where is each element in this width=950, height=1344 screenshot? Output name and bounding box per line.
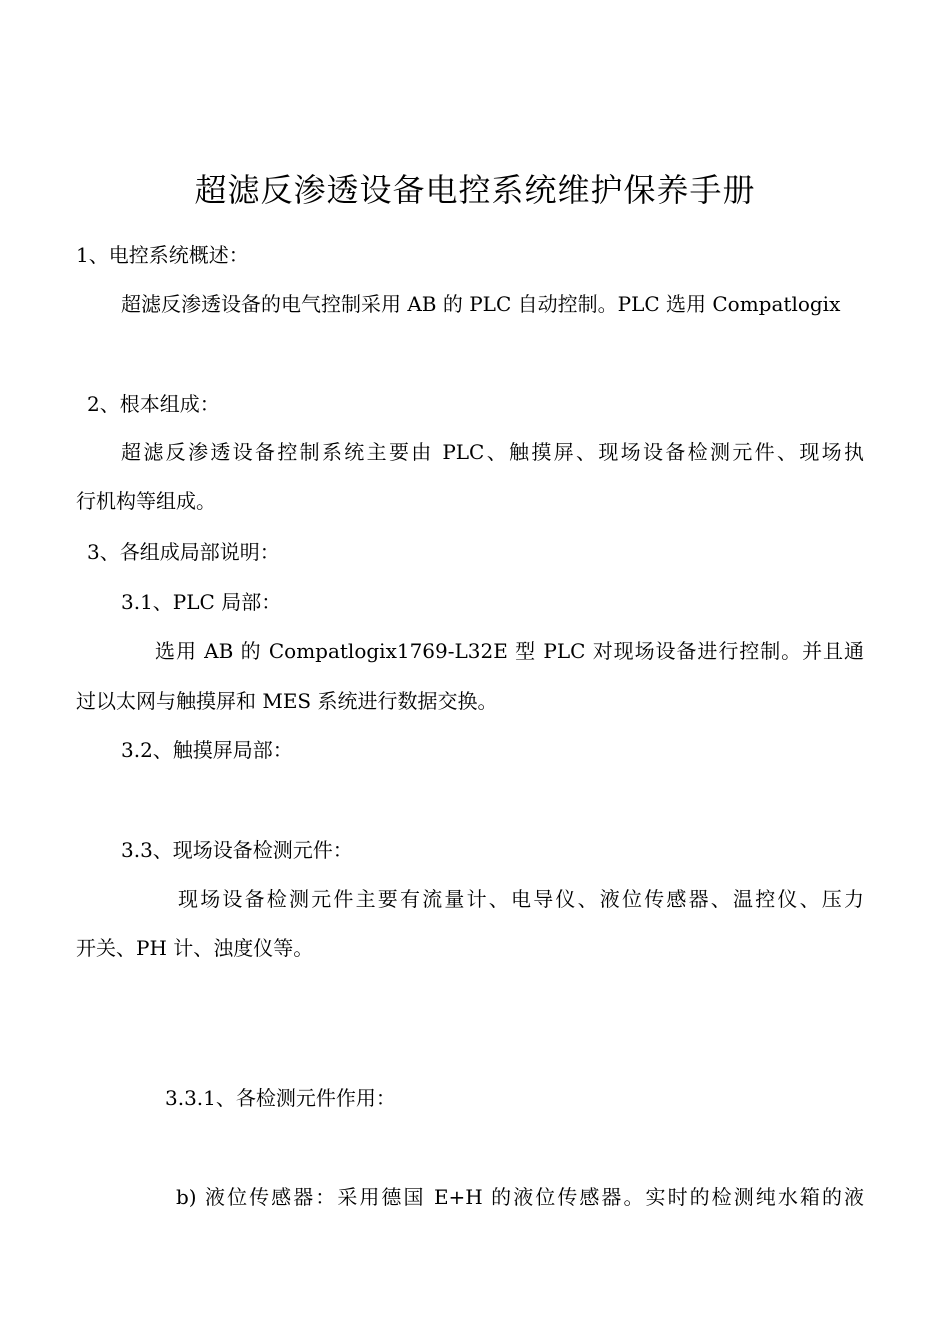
subsection-3-3-heading: 3.3、现场设备检测元件： xyxy=(121,838,353,862)
subsection-3-1-heading: 3.1、PLC 局部： xyxy=(121,590,282,614)
section-1-paragraph: 超滤反渗透设备的电气控制采用 AB 的 PLC 自动控制。PLC 选用 Compatlogix xyxy=(121,292,841,316)
section-2-paragraph-line-2: 行机构等组成。 xyxy=(76,489,216,513)
subsection-3-1-line-2: 过以太网与触摸屏和 MES 系统进行数据交换。 xyxy=(76,689,498,713)
subsection-3-3-1-heading: 3.3.1、各检测元件作用： xyxy=(165,1086,396,1110)
subsection-3-1-line-1: 选用 AB 的 Compatlogix1769-L32E 型 PLC 对现场设备进行控制。并且通 xyxy=(155,639,864,663)
section-1-heading: 1、电控系统概述： xyxy=(76,243,249,267)
section-2-paragraph-line-1: 超滤反渗透设备控制系统主要由 PLC、触摸屏、现场设备检测元件、现场执 xyxy=(121,440,864,464)
document-title: 超滤反渗透设备电控系统维护保养手册 xyxy=(194,171,756,209)
section-3-heading: 3、各组成局部说明： xyxy=(87,540,280,564)
section-2-heading: 2、根本组成： xyxy=(87,392,220,416)
subsection-3-3-line-1: 现场设备检测元件主要有流量计、电导仪、液位传感器、温控仪、压力 xyxy=(178,887,864,911)
subsection-3-3-line-2: 开关、PH 计、浊度仪等。 xyxy=(76,936,314,960)
subsection-3-2-heading: 3.2、触摸屏局部： xyxy=(121,738,293,762)
list-item-b: b) 液位传感器：采用德国 E+H 的液位传感器。实时的检测纯水箱的液 xyxy=(176,1185,864,1209)
